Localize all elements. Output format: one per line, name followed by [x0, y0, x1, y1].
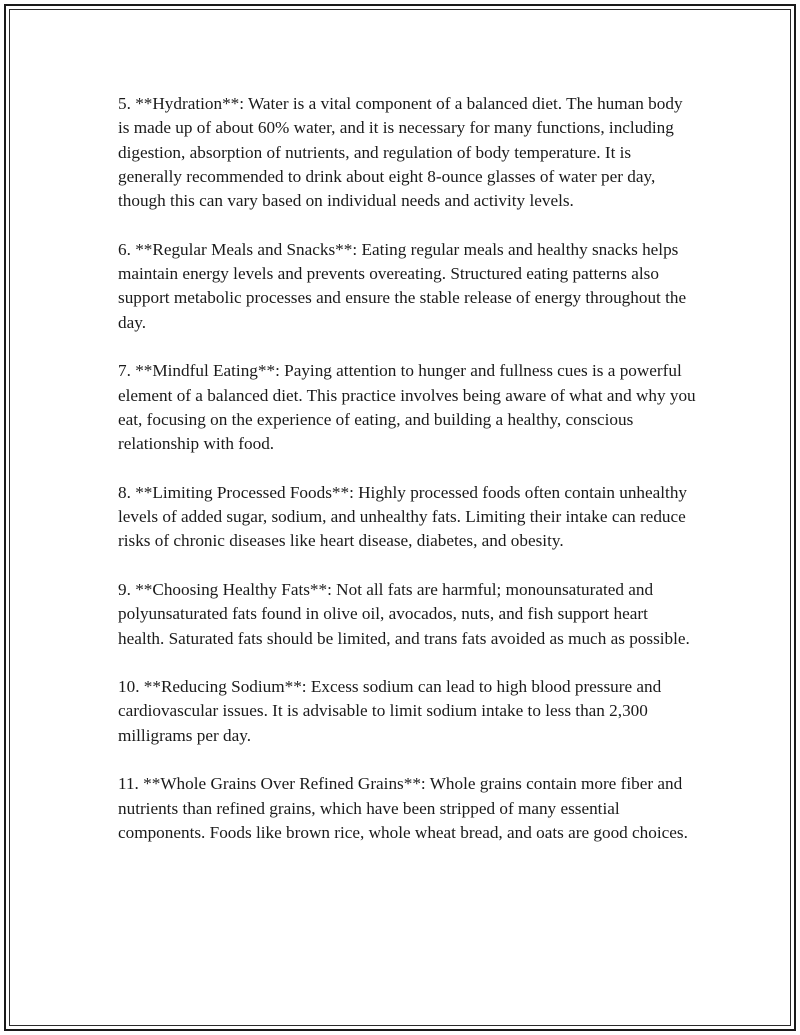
paragraph-healthy-fats: 9. **Choosing Healthy Fats**: Not all fats are harmful; monounsaturated and polyunsaturated fats found in olive oil, avocados, nuts, and fish support heart health. Saturated fats should be limited, and trans fats avoided as much as possible. [118, 579, 690, 648]
paragraph-processed-foods: 8. **Limiting Processed Foods**: Highly processed foods often contain unhealthy levels of added sugar, sodium, and unhealthy fats. Limiting their intake can reduce risks of chronic diseases like heart disease, diabetes, and obesity. [118, 482, 688, 551]
paragraph-mindful-eating: 7. **Mindful Eating**: Paying attention to hunger and fullness cues is a powerful element of a balanced diet. This practice involves being aware of what and why you eat, focusing on the experience of eating, and building a healthy, conscious relationship with food. [118, 361, 696, 454]
paragraph-regular-meals: 6. **Regular Meals and Snacks**: Eating regular meals and healthy snacks helps maintain energy levels and prevents overeating. Structured eating patterns also support metabolic processes and ensure the stable release of energy throughout the day. [118, 239, 687, 332]
document-body [118, 92, 698, 870]
paragraph-reducing-sodium: 10. **Reducing Sodium**: Excess sodium can lead to high blood pressure and cardiovascular issues. It is advisable to limit sodium intake to less than 2,300 milligrams per day. [118, 677, 662, 745]
paragraph-hydration: 5. **Hydration**: Water is a vital component of a balanced diet. The human body is made up of about 60% water, and it is necessary for many functions, including digestion, absorption of nutrients, and regulation of body temperature. It is generally recommended to drink about eight 8-ounce glasses of water per day, though this can vary based on individual needs and activity levels. [118, 94, 683, 211]
paragraph-whole-grains: 11. **Whole Grains Over Refined Grains**: Whole grains contain more fiber and nutrients than refined grains, which have been stripped of many essential components. Foods like brown rice, whole wheat bread, and oats are good choices. [118, 774, 688, 842]
